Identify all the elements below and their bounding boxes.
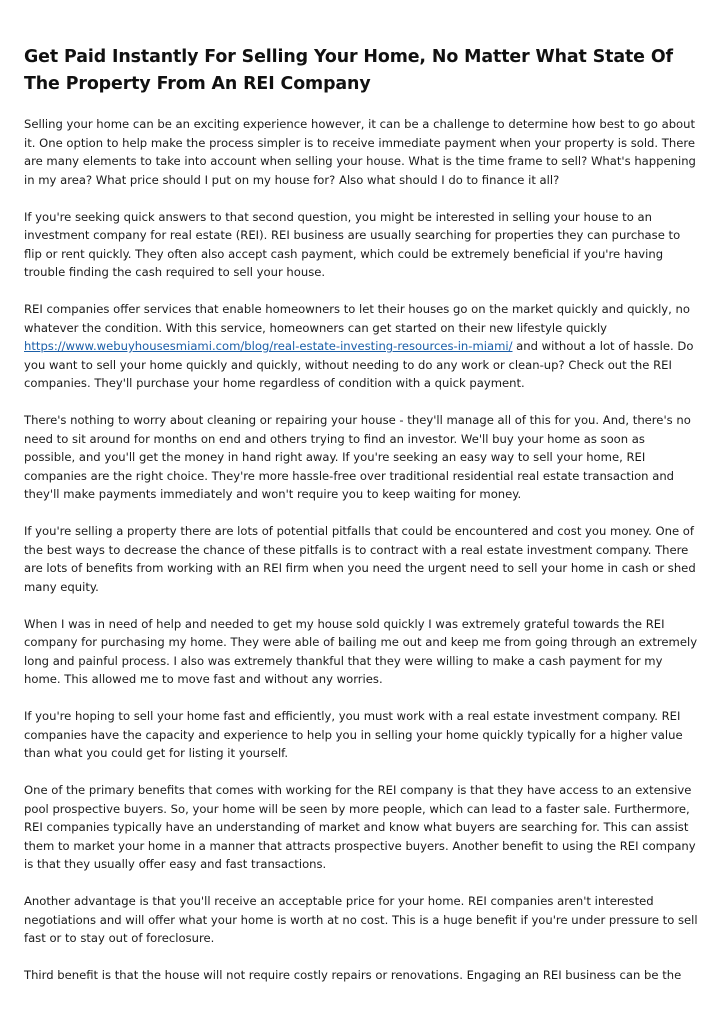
miami-blog-link[interactable]: https://www.webuyhousesmiami.com/blog/real-estate-investing-resources-in-miami/: [24, 339, 513, 353]
paragraph-7: If you're hoping to sell your home fast and efficiently, you must work with a real estate investment company. REI companies have the capacity and experience to help you in selling your home quickly typically for a higher value than what you could get for listing it yourself.: [24, 709, 683, 760]
paragraph-4: There's nothing to worry about cleaning or repairing your house - they'll manage all of this for you. And, there's no need to sit around for months on end and others trying to find an investor. We'll buy your home as soon as possible, and you'll get the money in hand right away. If you're seeking an easy way to sell your home, REI companies are the right choice. They're more hassle-free over traditional residential real estate transaction and they'll make payments immediately and won't require you to keep waiting for money.: [24, 413, 691, 501]
paragraph-10: Third benefit is that the house will not require costly repairs or renovations. Engaging an REI business can be the: [24, 968, 682, 982]
article: [24, 44, 698, 1003]
paragraph-2: If you're seeking quick answers to that second question, you might be interested in selling your house to an investment company for real estate (REI). REI business are usually searching for properties they can purchase to flip or rent quickly. They often also accept cash payment, which could be extremely beneficial if you're having trouble finding the cash required to sell your house.: [24, 209, 681, 279]
paragraph-3-text-after-link: and without a lot of hassle. Do you want to sell your home quickly and quickly, without needing to do any work or clean-up? Check out the REI companies. They'll purchase your home regardless of condition with a quick payment.: [24, 339, 694, 390]
paragraph-5: If you're selling a property there are lots of potential pitfalls that could be encountered and cost you money. One of the best ways to decrease the chance of these pitfalls is to contract with a real estate investment company. There are lots of benefits from working with an REI firm when you need the urgent need to sell your home in cash or shed many equity.: [24, 524, 696, 594]
article-title: Get Paid Instantly For Selling Your Home, No Matter What State Of The Property From An REI Company: [24, 47, 673, 94]
paragraph-3: [24, 300, 698, 393]
paragraph-1: Selling your home can be an exciting experience however, it can be a challenge to determine how best to go about it. One option to help make the process simpler is to receive immediate payment when your property is sold. There are many elements to take into account when selling your house. What is the time frame to sell? What's happening in my area? What price should I put on my house for? Also what should I do to finance it all?: [24, 117, 696, 187]
paragraph-8: One of the primary benefits that comes with working for the REI company is that they have access to an extensive pool prospective buyers. So, your home will be seen by more people, which can lead to a faster sale. Furthermore, REI companies typically have an understanding of market and know what buyers are searching for. This can assist them to market your home in a manner that attracts prospective buyers. Another benefit to using the REI company is that they usually offer easy and fast transactions.: [24, 783, 696, 871]
paragraph-9: Another advantage is that you'll receive an acceptable price for your home. REI companies aren't interested negotiations and will offer what your home is worth at no cost. This is a huge benefit if you're under pressure to sell fast or to stay out of foreclosure.: [24, 894, 698, 945]
paragraph-3-text-before-link: REI companies offer services that enable homeowners to let their houses go on the market quickly and quickly, no whatever the condition. With this service, homeowners can get started on their new lifestyle quickly: [24, 302, 690, 335]
paragraph-6: When I was in need of help and needed to get my house sold quickly I was extremely grateful towards the REI company for purchasing my home. They were able of bailing me out and keep me from going through an extremely long and painful process. I also was extremely thankful that they were willing to make a cash payment for my home. This allowed me to move fast and without any worries.: [24, 616, 698, 686]
